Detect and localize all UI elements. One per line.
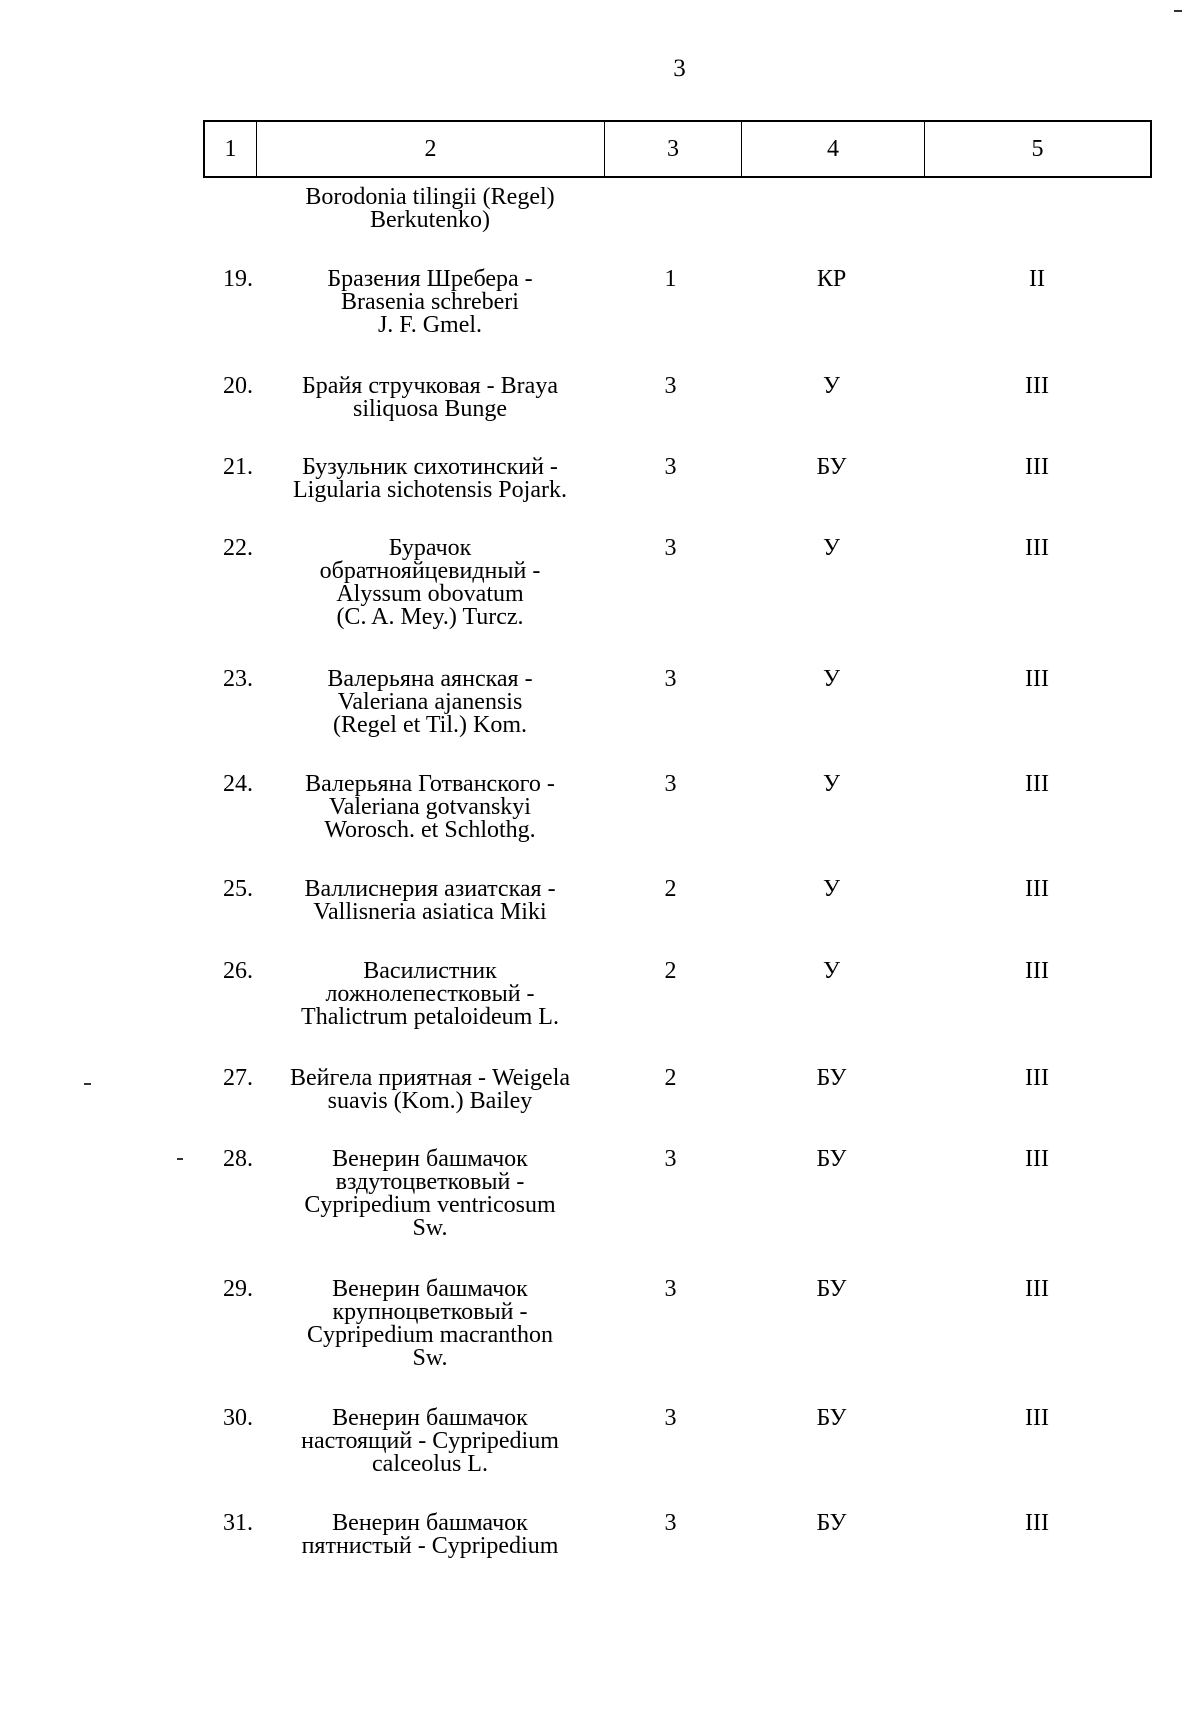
category-value: 3 bbox=[664, 373, 677, 399]
category-value: 3 bbox=[664, 1510, 677, 1536]
category-value: 2 bbox=[664, 958, 677, 984]
name-line: Cypripedium ventricosum bbox=[304, 1192, 556, 1218]
status-value: БУ bbox=[816, 1510, 847, 1536]
table-row bbox=[0, 1148, 1200, 1260]
row-number: 23. bbox=[223, 666, 253, 692]
margin-dash bbox=[177, 1158, 183, 1160]
species-name bbox=[255, 878, 605, 924]
category-value: 3 bbox=[664, 454, 677, 480]
category-value: 1 bbox=[664, 266, 677, 292]
rank-value: III bbox=[1025, 535, 1049, 561]
species-name bbox=[255, 375, 605, 421]
row-number: 25. bbox=[223, 876, 253, 902]
name-line: Бразения Шребера - bbox=[327, 266, 533, 292]
table-row bbox=[0, 1512, 1200, 1624]
species-name bbox=[255, 456, 605, 502]
category-value: 2 bbox=[664, 1065, 677, 1091]
header-col-5: 5 bbox=[924, 122, 1150, 176]
species-name bbox=[255, 1278, 605, 1370]
rank-value: III bbox=[1025, 1405, 1049, 1431]
name-line: вздутоцветковый - bbox=[335, 1169, 525, 1195]
name-line: крупноцветковый - bbox=[332, 1299, 528, 1325]
status-value: У bbox=[823, 535, 840, 561]
row-number: 24. bbox=[223, 771, 253, 797]
name-line: Брайя стручковая - Braya bbox=[302, 373, 558, 399]
header-col-3: 3 bbox=[604, 122, 741, 176]
rank-value: III bbox=[1025, 876, 1049, 902]
row-number: 22. bbox=[223, 535, 253, 561]
name-line: J. F. Gmel. bbox=[377, 312, 483, 338]
status-value: БУ bbox=[816, 1405, 847, 1431]
species-name bbox=[255, 668, 605, 737]
table-row bbox=[0, 773, 1200, 885]
rank-value: III bbox=[1025, 1065, 1049, 1091]
name-line: (Regel et Til.) Kom. bbox=[332, 712, 527, 738]
header-col-1: 1 bbox=[224, 135, 237, 162]
name-line: Валерьяна Готванского - bbox=[305, 771, 555, 797]
name-line: Sw. bbox=[412, 1215, 448, 1241]
category-value: 2 bbox=[664, 876, 677, 902]
name-line: (C. A. Mey.) Turcz. bbox=[336, 604, 524, 630]
margin-dash bbox=[84, 1083, 91, 1085]
name-line: Ligularia sichotensis Pojark. bbox=[293, 477, 567, 503]
status-value: БУ bbox=[816, 1146, 847, 1172]
name-line: Valeriana gotvanskyi bbox=[329, 794, 531, 820]
species-name bbox=[255, 1407, 605, 1476]
name-line: пятнистый - Cypripedium bbox=[301, 1533, 559, 1559]
name-line: Бурачок bbox=[388, 535, 472, 561]
row-number: 20. bbox=[223, 373, 253, 399]
row-number: 30. bbox=[223, 1405, 253, 1431]
name-line: Borodonia tilingii (Regel) bbox=[305, 184, 555, 210]
status-value: У bbox=[823, 958, 840, 984]
name-line: Thalictrum petaloideum L. bbox=[301, 1004, 559, 1030]
header-col-4: 4 bbox=[741, 122, 924, 176]
name-line: Vallisneria asiatica Miki bbox=[313, 899, 547, 925]
species-name bbox=[255, 268, 605, 337]
rank-value: III bbox=[1025, 454, 1049, 480]
status-value: БУ bbox=[816, 1065, 847, 1091]
status-value: БУ bbox=[816, 1276, 847, 1302]
category-value: 3 bbox=[664, 1276, 677, 1302]
name-line: Василистник bbox=[363, 958, 497, 984]
species-name bbox=[255, 773, 605, 842]
category-value: 3 bbox=[664, 535, 677, 561]
name-line: Бузульник сихотинский - bbox=[302, 454, 558, 480]
table-row bbox=[0, 1278, 1200, 1390]
name-line: Венерин башмачок bbox=[332, 1276, 528, 1302]
page-number: 3 bbox=[673, 55, 686, 82]
name-line: Alyssum obovatum bbox=[336, 581, 524, 607]
rank-value: III bbox=[1025, 771, 1049, 797]
rank-value: III bbox=[1025, 1510, 1049, 1536]
table-row bbox=[0, 268, 1200, 380]
table-row bbox=[0, 1407, 1200, 1519]
row-number: 26. bbox=[223, 958, 253, 984]
status-value: У bbox=[823, 771, 840, 797]
row-number: 21. bbox=[223, 454, 253, 480]
row-number: 27. bbox=[223, 1065, 253, 1091]
species-name bbox=[255, 1067, 605, 1113]
rank-value: II bbox=[1029, 266, 1045, 292]
status-value: У bbox=[823, 876, 840, 902]
name-line: Cypripedium macranthon bbox=[307, 1322, 553, 1348]
category-value: 3 bbox=[664, 771, 677, 797]
name-line: Valeriana ajanensis bbox=[337, 689, 523, 715]
rank-value: III bbox=[1025, 666, 1049, 692]
status-value: БУ bbox=[816, 454, 847, 480]
name-line: Berkutenko) bbox=[370, 207, 490, 233]
name-line: Worosch. et Schlothg. bbox=[324, 817, 536, 843]
name-line: Валерьяна аянская - bbox=[327, 666, 533, 692]
table-row bbox=[0, 537, 1200, 649]
name-line: siliquosa Bunge bbox=[353, 396, 507, 422]
name-line: Венерин башмачок bbox=[332, 1510, 528, 1536]
table-row bbox=[0, 668, 1200, 780]
table-row bbox=[0, 960, 1200, 1072]
species-name bbox=[255, 1512, 605, 1558]
rank-value: III bbox=[1025, 958, 1049, 984]
continued-species-name bbox=[255, 186, 605, 232]
species-name bbox=[255, 960, 605, 1029]
category-value: 3 bbox=[664, 1405, 677, 1431]
status-value: КР bbox=[816, 266, 847, 292]
rank-value: III bbox=[1025, 1276, 1049, 1302]
row-number: 28. bbox=[223, 1146, 253, 1172]
row-number: 19. bbox=[223, 266, 253, 292]
name-line: обратнояйцевидный - bbox=[319, 558, 541, 584]
status-value: У bbox=[823, 373, 840, 399]
category-value: 3 bbox=[664, 666, 677, 692]
name-line: calceolus L. bbox=[372, 1451, 488, 1477]
name-line: Brasenia schreberi bbox=[341, 289, 519, 315]
margin-dash bbox=[1174, 10, 1182, 12]
rank-value: III bbox=[1025, 1146, 1049, 1172]
name-line: Венерин башмачок bbox=[332, 1405, 528, 1431]
row-number: 31. bbox=[223, 1510, 253, 1536]
name-line: Венерин башмачок bbox=[332, 1146, 528, 1172]
category-value: 3 bbox=[664, 1146, 677, 1172]
rank-value: III bbox=[1025, 373, 1049, 399]
species-name bbox=[255, 1148, 605, 1240]
name-line: настоящий - Cypripedium bbox=[301, 1428, 559, 1454]
status-value: У bbox=[823, 666, 840, 692]
name-line: Sw. bbox=[412, 1345, 448, 1371]
name-line: Валлиснерия азиатская - bbox=[304, 876, 556, 902]
name-line: suavis (Kom.) Bailey bbox=[327, 1088, 533, 1114]
species-name bbox=[255, 537, 605, 629]
name-line: ложнолепестковый - bbox=[325, 981, 535, 1007]
row-number: 29. bbox=[223, 1276, 253, 1302]
header-col-2: 2 bbox=[256, 122, 604, 176]
table-header bbox=[203, 120, 1152, 178]
name-line: Вейгела приятная - Weigela bbox=[289, 1065, 571, 1091]
